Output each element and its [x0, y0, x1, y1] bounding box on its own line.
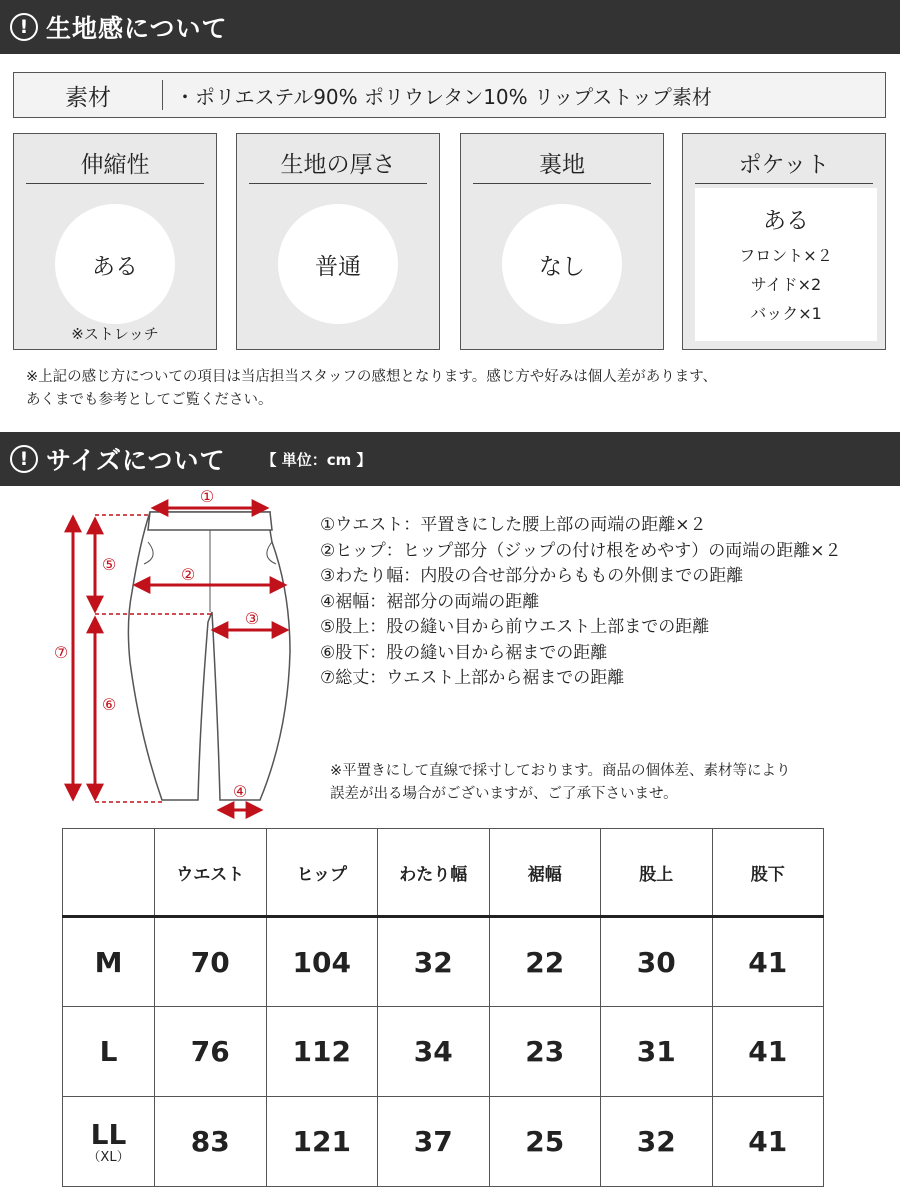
marker-7: ⑦ — [53, 643, 69, 662]
legend-item: ⑦総丈：ウエスト上部から裾までの距離 — [320, 668, 625, 688]
table-cell: 41 — [712, 1007, 824, 1097]
pocket-detail-box — [695, 188, 877, 341]
size-label — [63, 1097, 155, 1187]
marker-5: ⑤ — [101, 555, 117, 574]
fabric-section-header — [0, 0, 900, 54]
table-cell: 22 — [489, 917, 601, 1007]
marker-1: ① — [199, 487, 215, 506]
pants-waistband — [148, 512, 272, 530]
measurement-disclaimer-line2: 誤差が出る場合がございますが、ご了承下さいませ。 — [330, 786, 678, 802]
pocket-detail-front: フロント×２ — [739, 246, 833, 265]
table-cell: 121 — [266, 1097, 378, 1187]
table-cell: 70 — [155, 917, 267, 1007]
table-cell: 32 — [601, 1097, 713, 1187]
size-section-header — [0, 432, 900, 486]
marker-6: ⑥ — [101, 695, 117, 714]
header-thigh: わたり幅 — [378, 829, 490, 917]
size-section-title: サイズについて — [46, 446, 226, 475]
table-cell: 112 — [266, 1007, 378, 1097]
exclamation-circle-icon: ! — [10, 445, 38, 473]
legend-item: ④裾幅：裾部分の両端の距離 — [320, 591, 540, 612]
size-unit-label: 【 単位：cm 】 — [261, 450, 372, 469]
size-label-main: LL — [90, 1118, 127, 1151]
size-label: L — [63, 1007, 155, 1097]
legend-item: ②ヒップ：ヒップ部分（ジップの付け根をめやす）の両端の距離×２ — [320, 540, 842, 561]
feature-value: ある — [763, 208, 809, 234]
measurement-disclaimer-line1: ※平置きにして直線で採寸しております。商品の個体差、素材等により — [330, 763, 791, 779]
material-value: ・ポリエステル90% ポリウレタン10% リップストップ素材 — [175, 84, 712, 109]
feature-value-circle — [278, 204, 398, 324]
table-cell: 104 — [266, 917, 378, 1007]
measurement-legend — [320, 513, 841, 692]
pants-measurement-diagram — [40, 482, 310, 826]
legend-item: ③わたり幅：内股の合せ部分からももの外側までの距離 — [320, 566, 744, 586]
marker-2: ② — [180, 565, 196, 584]
marker-3: ③ — [244, 609, 260, 628]
legend-item: ⑥股下：股の縫い目から裾までの距離 — [320, 642, 608, 663]
exclamation-circle-icon: ! — [10, 13, 38, 41]
feature-title: ポケット — [695, 146, 873, 184]
table-cell: 34 — [378, 1007, 490, 1097]
pants-diagram-svg — [40, 482, 310, 822]
header-hem: 裾幅 — [489, 829, 601, 917]
feature-note: ※ストレッチ — [71, 325, 159, 343]
feeling-disclaimer — [26, 366, 886, 412]
table-cell: 32 — [378, 917, 490, 1007]
marker-4: ④ — [232, 782, 248, 801]
table-cell: 41 — [712, 917, 824, 1007]
feature-card-thickness — [236, 133, 440, 350]
table-cell: 37 — [378, 1097, 490, 1187]
feature-value: 普通 — [315, 253, 361, 280]
table-row — [63, 1097, 824, 1187]
table-cell: 76 — [155, 1007, 267, 1097]
feature-value: なし — [539, 253, 585, 280]
size-label-sub: （XL） — [87, 1150, 130, 1165]
feature-value-circle — [502, 204, 622, 324]
size-label: M — [63, 917, 155, 1007]
table-row — [63, 917, 824, 1007]
feature-value: ある — [92, 253, 138, 280]
measurement-disclaimer — [330, 760, 895, 806]
header-inseam: 股下 — [712, 829, 824, 917]
table-cell: 30 — [601, 917, 713, 1007]
feature-card-stretch — [13, 133, 217, 350]
feature-card-lining — [460, 133, 664, 350]
table-cell: 41 — [712, 1097, 824, 1187]
feature-title: 裏地 — [473, 146, 651, 184]
table-cell: 25 — [489, 1097, 601, 1187]
header-waist: ウエスト — [155, 829, 267, 917]
header-hip: ヒップ — [266, 829, 378, 917]
feature-title: 生地の厚さ — [249, 146, 427, 184]
size-table-header-row — [63, 829, 824, 917]
size-table-corner — [63, 829, 155, 917]
material-label: 素材 — [65, 84, 111, 111]
table-cell: 83 — [155, 1097, 267, 1187]
legend-item: ⑤股上：股の縫い目から前ウエスト上部までの距離 — [320, 617, 710, 637]
table-cell: 31 — [601, 1007, 713, 1097]
feature-title: 伸縮性 — [26, 146, 204, 184]
pocket-detail-back: バック×1 — [750, 304, 822, 323]
feeling-disclaimer-line2: あくまでも参考としてご覧ください。 — [26, 392, 273, 408]
pocket-detail-side: サイド×2 — [750, 275, 822, 294]
feature-card-pocket — [682, 133, 886, 350]
fabric-section-title: 生地感について — [46, 14, 228, 43]
legend-item: ①ウエスト：平置きにした腰上部の両端の距離×２ — [320, 515, 707, 535]
size-table — [62, 828, 824, 1187]
header-rise: 股上 — [601, 829, 713, 917]
feature-value-circle — [55, 204, 175, 324]
feeling-disclaimer-line1: ※上記の感じ方についての項目は当店担当スタッフの感想となります。感じ方や好みは個人差があります、 — [26, 369, 718, 385]
table-cell: 23 — [489, 1007, 601, 1097]
material-row — [13, 72, 886, 118]
table-row — [63, 1007, 824, 1097]
